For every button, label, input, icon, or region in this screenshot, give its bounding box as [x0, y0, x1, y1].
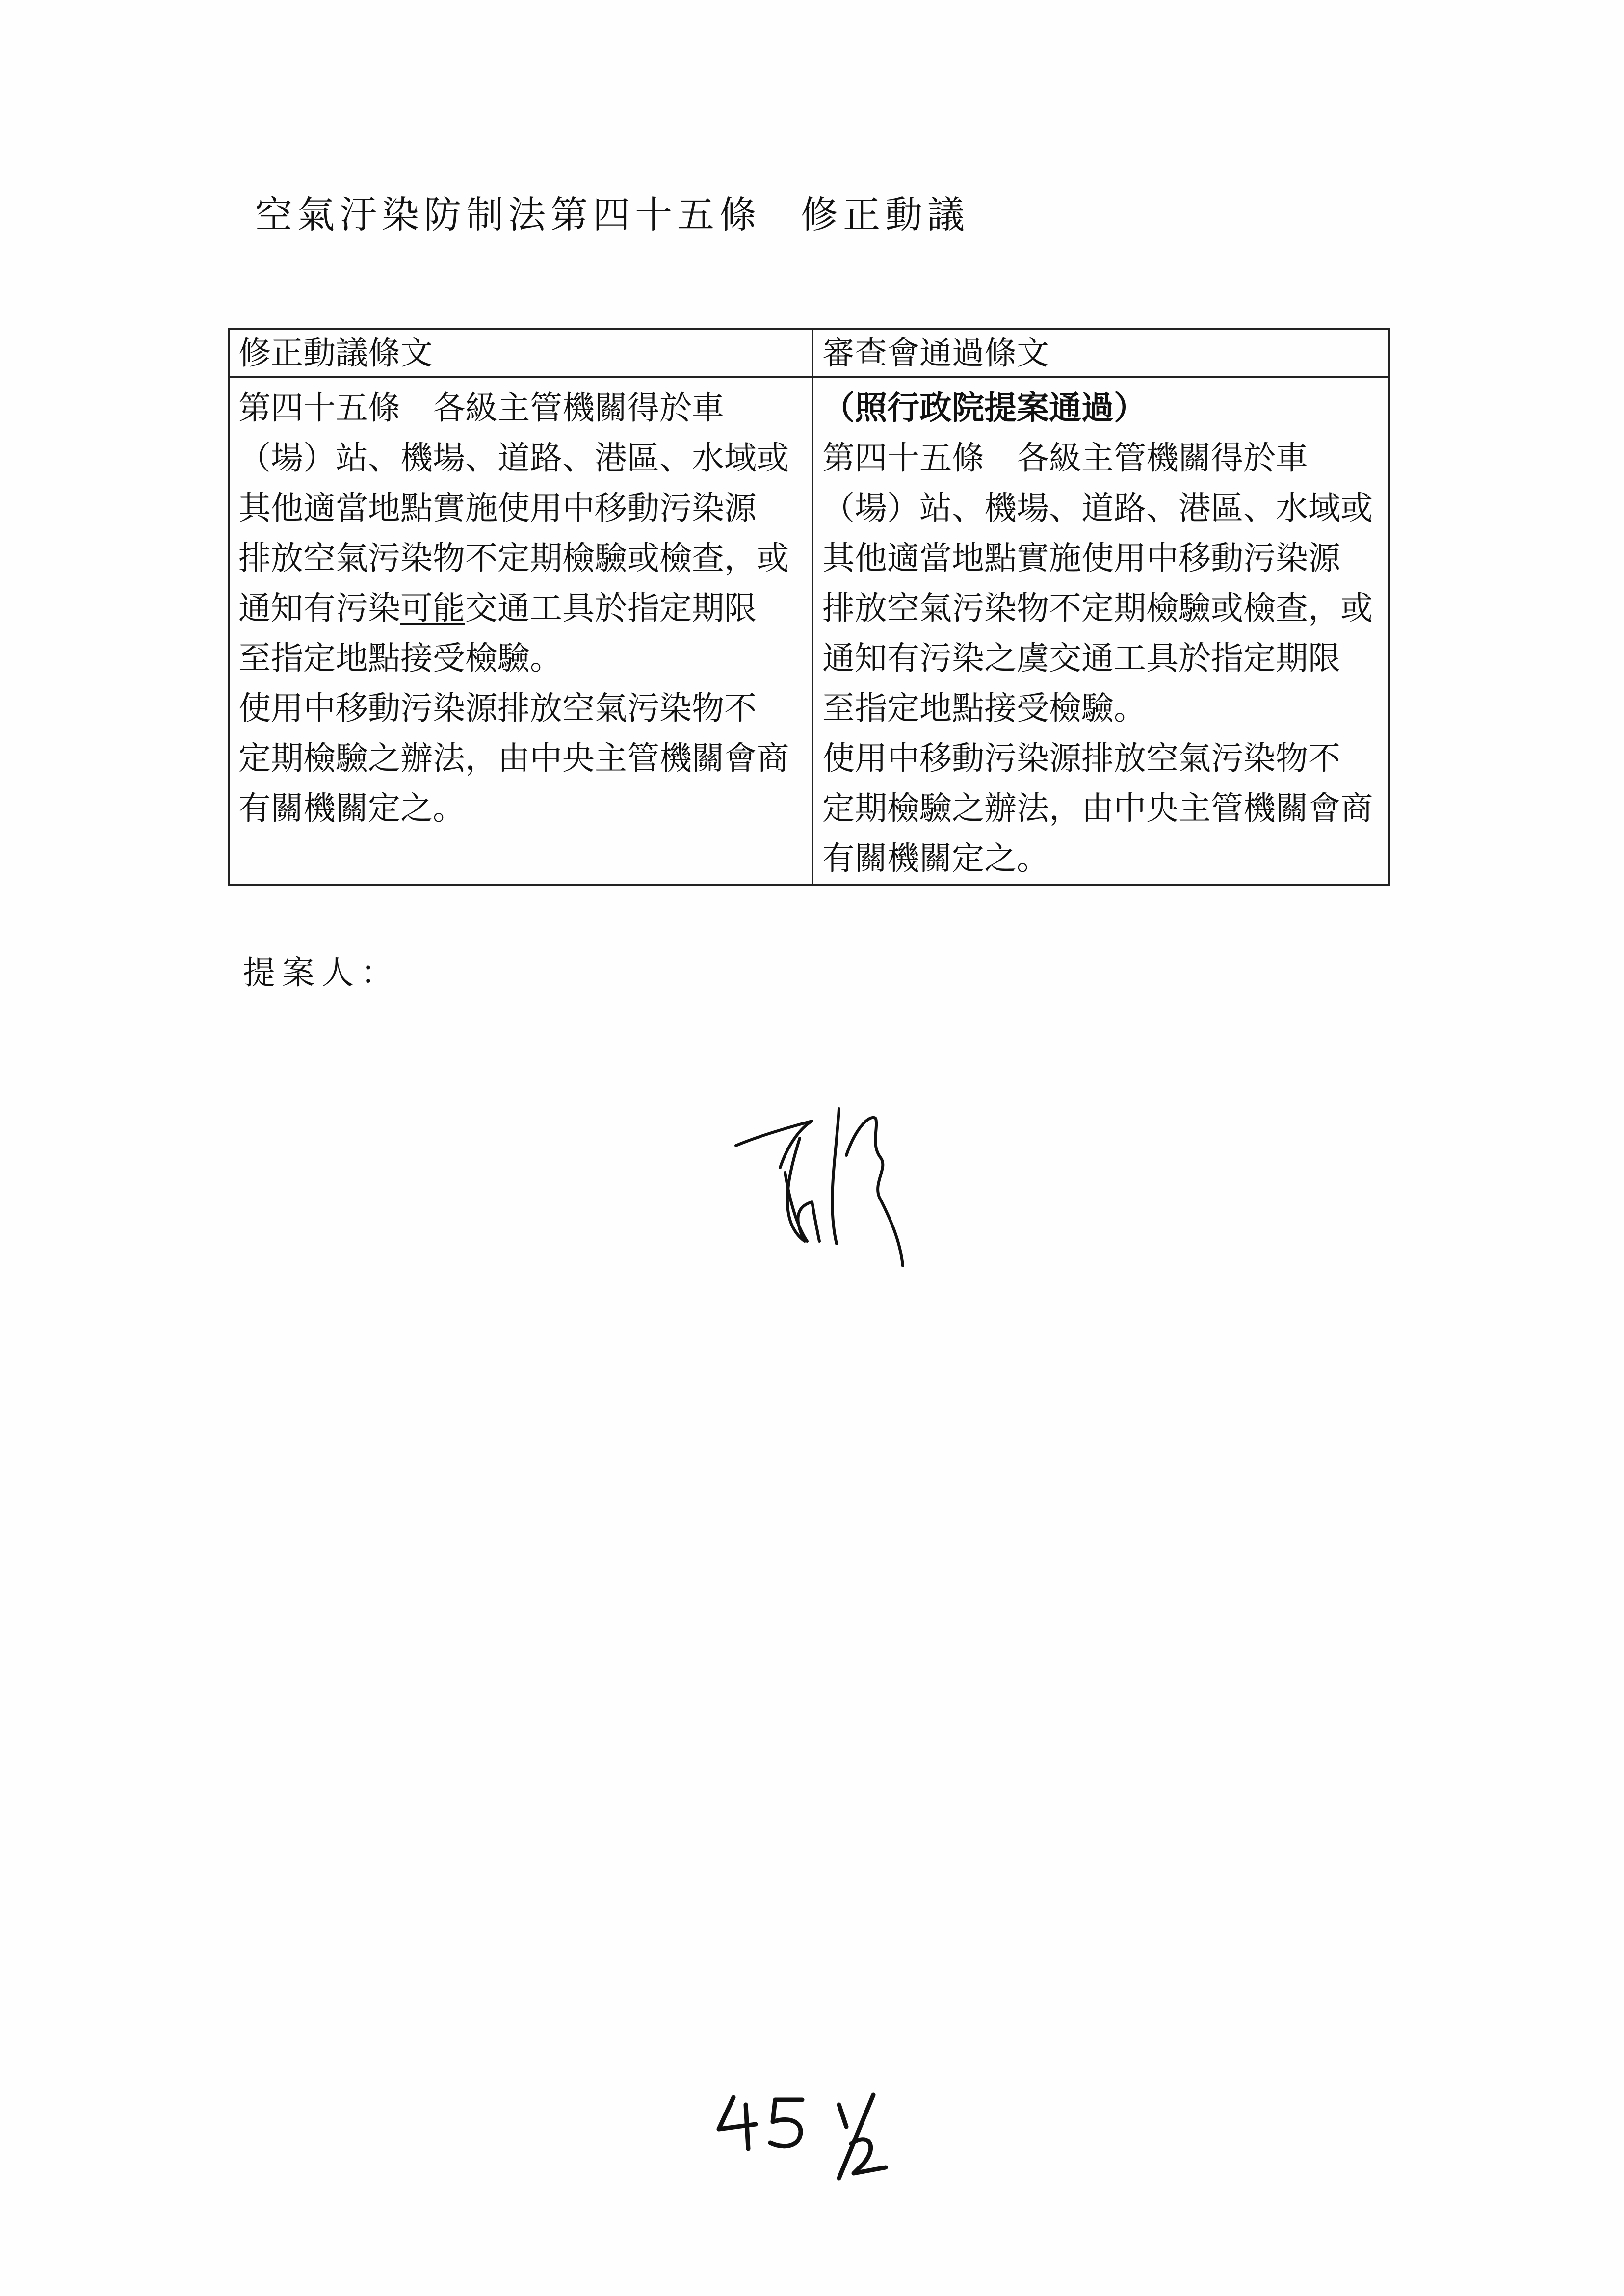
committee-line: 排放空氣污染物不定期檢驗或檢查，或	[822, 589, 1373, 627]
committee-line: 第四十五條 各級主管機關得於車	[822, 439, 1308, 477]
table-header-row	[229, 329, 1389, 377]
document-title	[255, 193, 969, 236]
committee-line: 通知有污染之虞交通工具於指定期限	[822, 639, 1340, 677]
title-motion-label: 修正動議	[801, 193, 969, 236]
motion-line: 有關機關定之。	[238, 789, 465, 827]
motion-line: 排放空氣污染物不定期檢驗或檢查，或	[238, 539, 789, 577]
comparison-table	[228, 328, 1390, 886]
amended-line-suffix: 交通工具於指定期限	[465, 589, 757, 627]
motion-article-cell	[229, 377, 812, 885]
committee-note: （照行政院提案通過）	[822, 389, 1146, 427]
committee-line: 定期檢驗之辦法，由中央主管機關會商	[822, 789, 1373, 827]
amended-line-prefix: 通知有污染	[238, 589, 400, 627]
committee-line: 其他適當地點實施使用中移動污染源	[822, 539, 1340, 577]
handwritten-page-number	[707, 2085, 932, 2183]
motion-line: 其他適當地點實施使用中移動污染源	[238, 489, 757, 527]
header-committee-text: 審查會通過條文	[812, 329, 1389, 377]
title-law-article: 空氣汙染防制法第四十五條	[255, 193, 761, 236]
header-motion-text: 修正動議條文	[229, 329, 812, 377]
table-body-row	[229, 377, 1389, 885]
motion-line: 至指定地點接受檢驗。	[238, 639, 562, 677]
motion-line: 第四十五條 各級主管機關得於車	[238, 389, 724, 427]
proposer-label: 提案人：	[243, 954, 400, 991]
amended-underlined-term: 可能	[400, 589, 465, 627]
committee-line: 至指定地點接受檢驗。	[822, 689, 1146, 727]
committee-article-cell	[812, 377, 1389, 885]
committee-line: （場）站、機場、道路、港區、水域或	[822, 489, 1373, 527]
motion-line: 定期檢驗之辦法，由中央主管機關會商	[238, 739, 789, 777]
motion-line-amended	[238, 583, 803, 633]
committee-line: 使用中移動污染源排放空氣污染物不	[822, 739, 1340, 777]
handwritten-signature	[726, 1099, 1021, 1354]
committee-line: 有關機關定之。	[822, 839, 1049, 877]
motion-line: 使用中移動污染源排放空氣污染物不	[238, 689, 757, 727]
motion-line: （場）站、機場、道路、港區、水域或	[238, 439, 789, 477]
